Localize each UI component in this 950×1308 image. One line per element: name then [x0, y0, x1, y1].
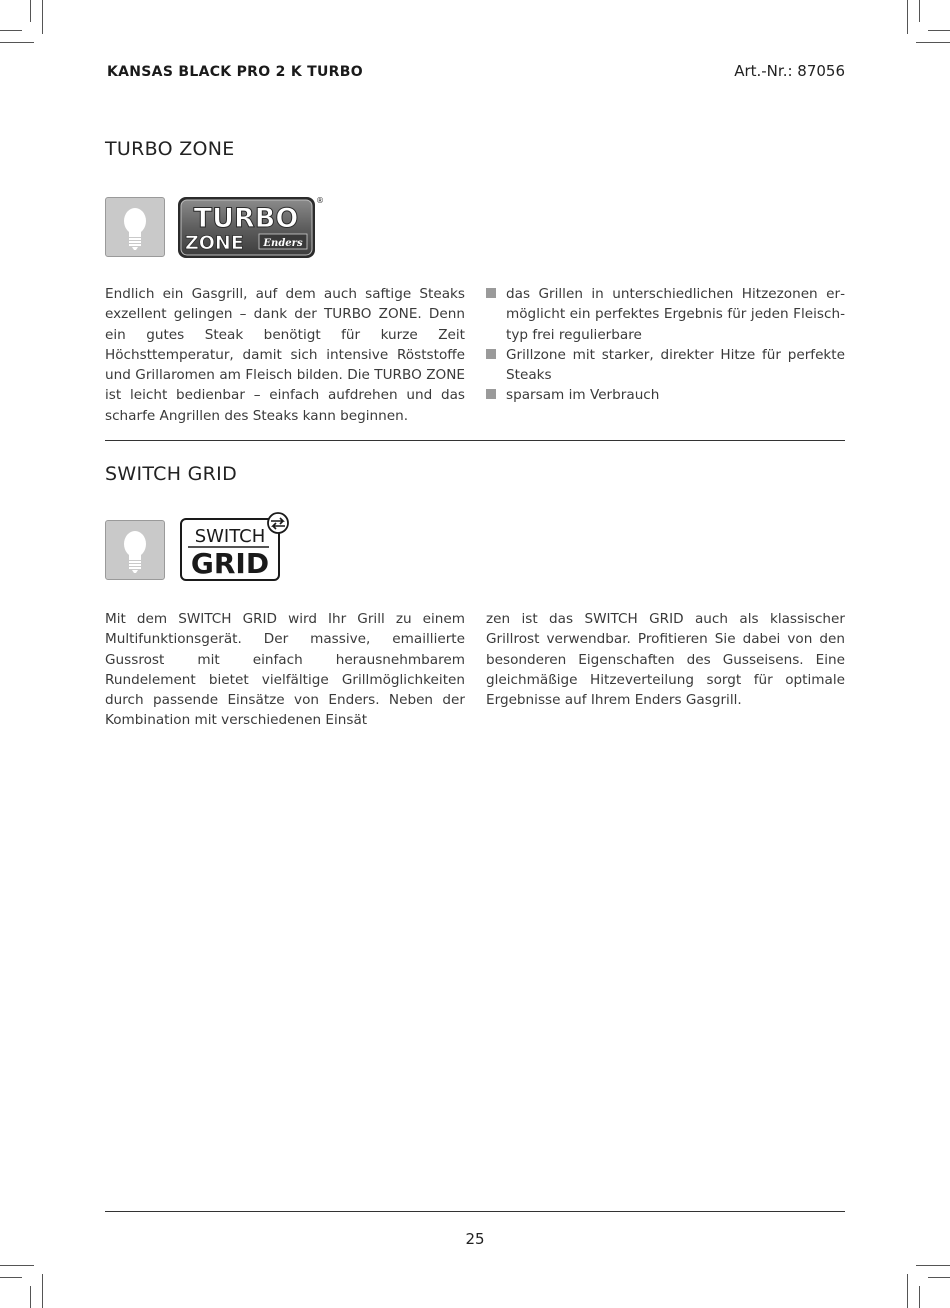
- switch-grid-paragraph-col2: zen ist das SWITCH GRID auch als klassischer Grillrost verwendbar. Profitieren Sie dabei von den besonderen Eigenschaften des Gusseisens. Eine gleichmäßige Hitzeverteilung sorgt für optimale Ergebnisse auf Ihrem Enders Gasgrill.: [486, 611, 845, 709]
- section-title-turbo-zone: TURBO ZONE: [105, 138, 235, 160]
- turbo-zone-logo-brand: Enders: [263, 238, 303, 249]
- turbo-zone-logo-line2: ZONE: [185, 232, 244, 254]
- turbo-zone-logo-line1: TURBO: [193, 203, 299, 234]
- lightbulb-icon: [105, 520, 165, 580]
- switch-grid-logo: [179, 511, 294, 587]
- turbo-zone-bullets: [486, 284, 845, 406]
- footer-divider: [105, 1211, 845, 1212]
- bullet-square-icon: [486, 389, 496, 399]
- bullet-square-icon: [486, 349, 496, 359]
- turbo-zone-logo: [177, 195, 327, 265]
- switch-grid-logo-line2: GRID: [190, 547, 270, 580]
- switch-grid-logo-line1: SWITCH: [194, 526, 266, 547]
- turbo-zone-paragraph: Endlich ein Gasgrill, auf dem auch saftige Steaks exzellent gelingen – dank der TURBO ZONE. Denn ein gutes Steak benötigt für kurze Zeit Höchsttemperatur, damit sich intensive Röststoffe und Grillaromen am Fleisch bilden. Die TURBO ZONE ist leicht bedienbar – einfach aufdrehen und das scharfe Angrillen des Steaks kann beginnen.: [105, 286, 465, 424]
- article-number: Art.-Nr.: 87056: [734, 62, 845, 80]
- page-number: 25: [465, 1230, 485, 1248]
- bullet-square-icon: [486, 288, 496, 298]
- list-item: Grillzone mit starker, direkter Hitze für perfekte Steaks: [486, 345, 845, 386]
- switch-grid-paragraph-col1: Mit dem SWITCH GRID wird Ihr Grill zu einem Multifunktionsgerät. Der massive, emaillierte Gussrost mit einfach herausnehmbarem Rundelement bietet vielfältige Grillmöglichkeiten durch passende Einsätze von Enders. Neben der Kombination mit verschiedenen Einsät: [105, 611, 465, 729]
- registered-mark: ®: [316, 196, 324, 205]
- lightbulb-icon: [105, 197, 165, 257]
- list-item: sparsam im Verbrauch: [486, 385, 845, 405]
- product-name: KANSAS BLACK PRO 2 K TURBO: [107, 64, 363, 80]
- section-divider: [105, 440, 845, 441]
- list-item: das Grillen in unterschiedlichen Hitzezonen ermöglicht ein perfektes Ergebnis für jeden Fleischtyp frei regulierbare: [486, 284, 845, 345]
- section-title-switch-grid: SWITCH GRID: [105, 463, 237, 485]
